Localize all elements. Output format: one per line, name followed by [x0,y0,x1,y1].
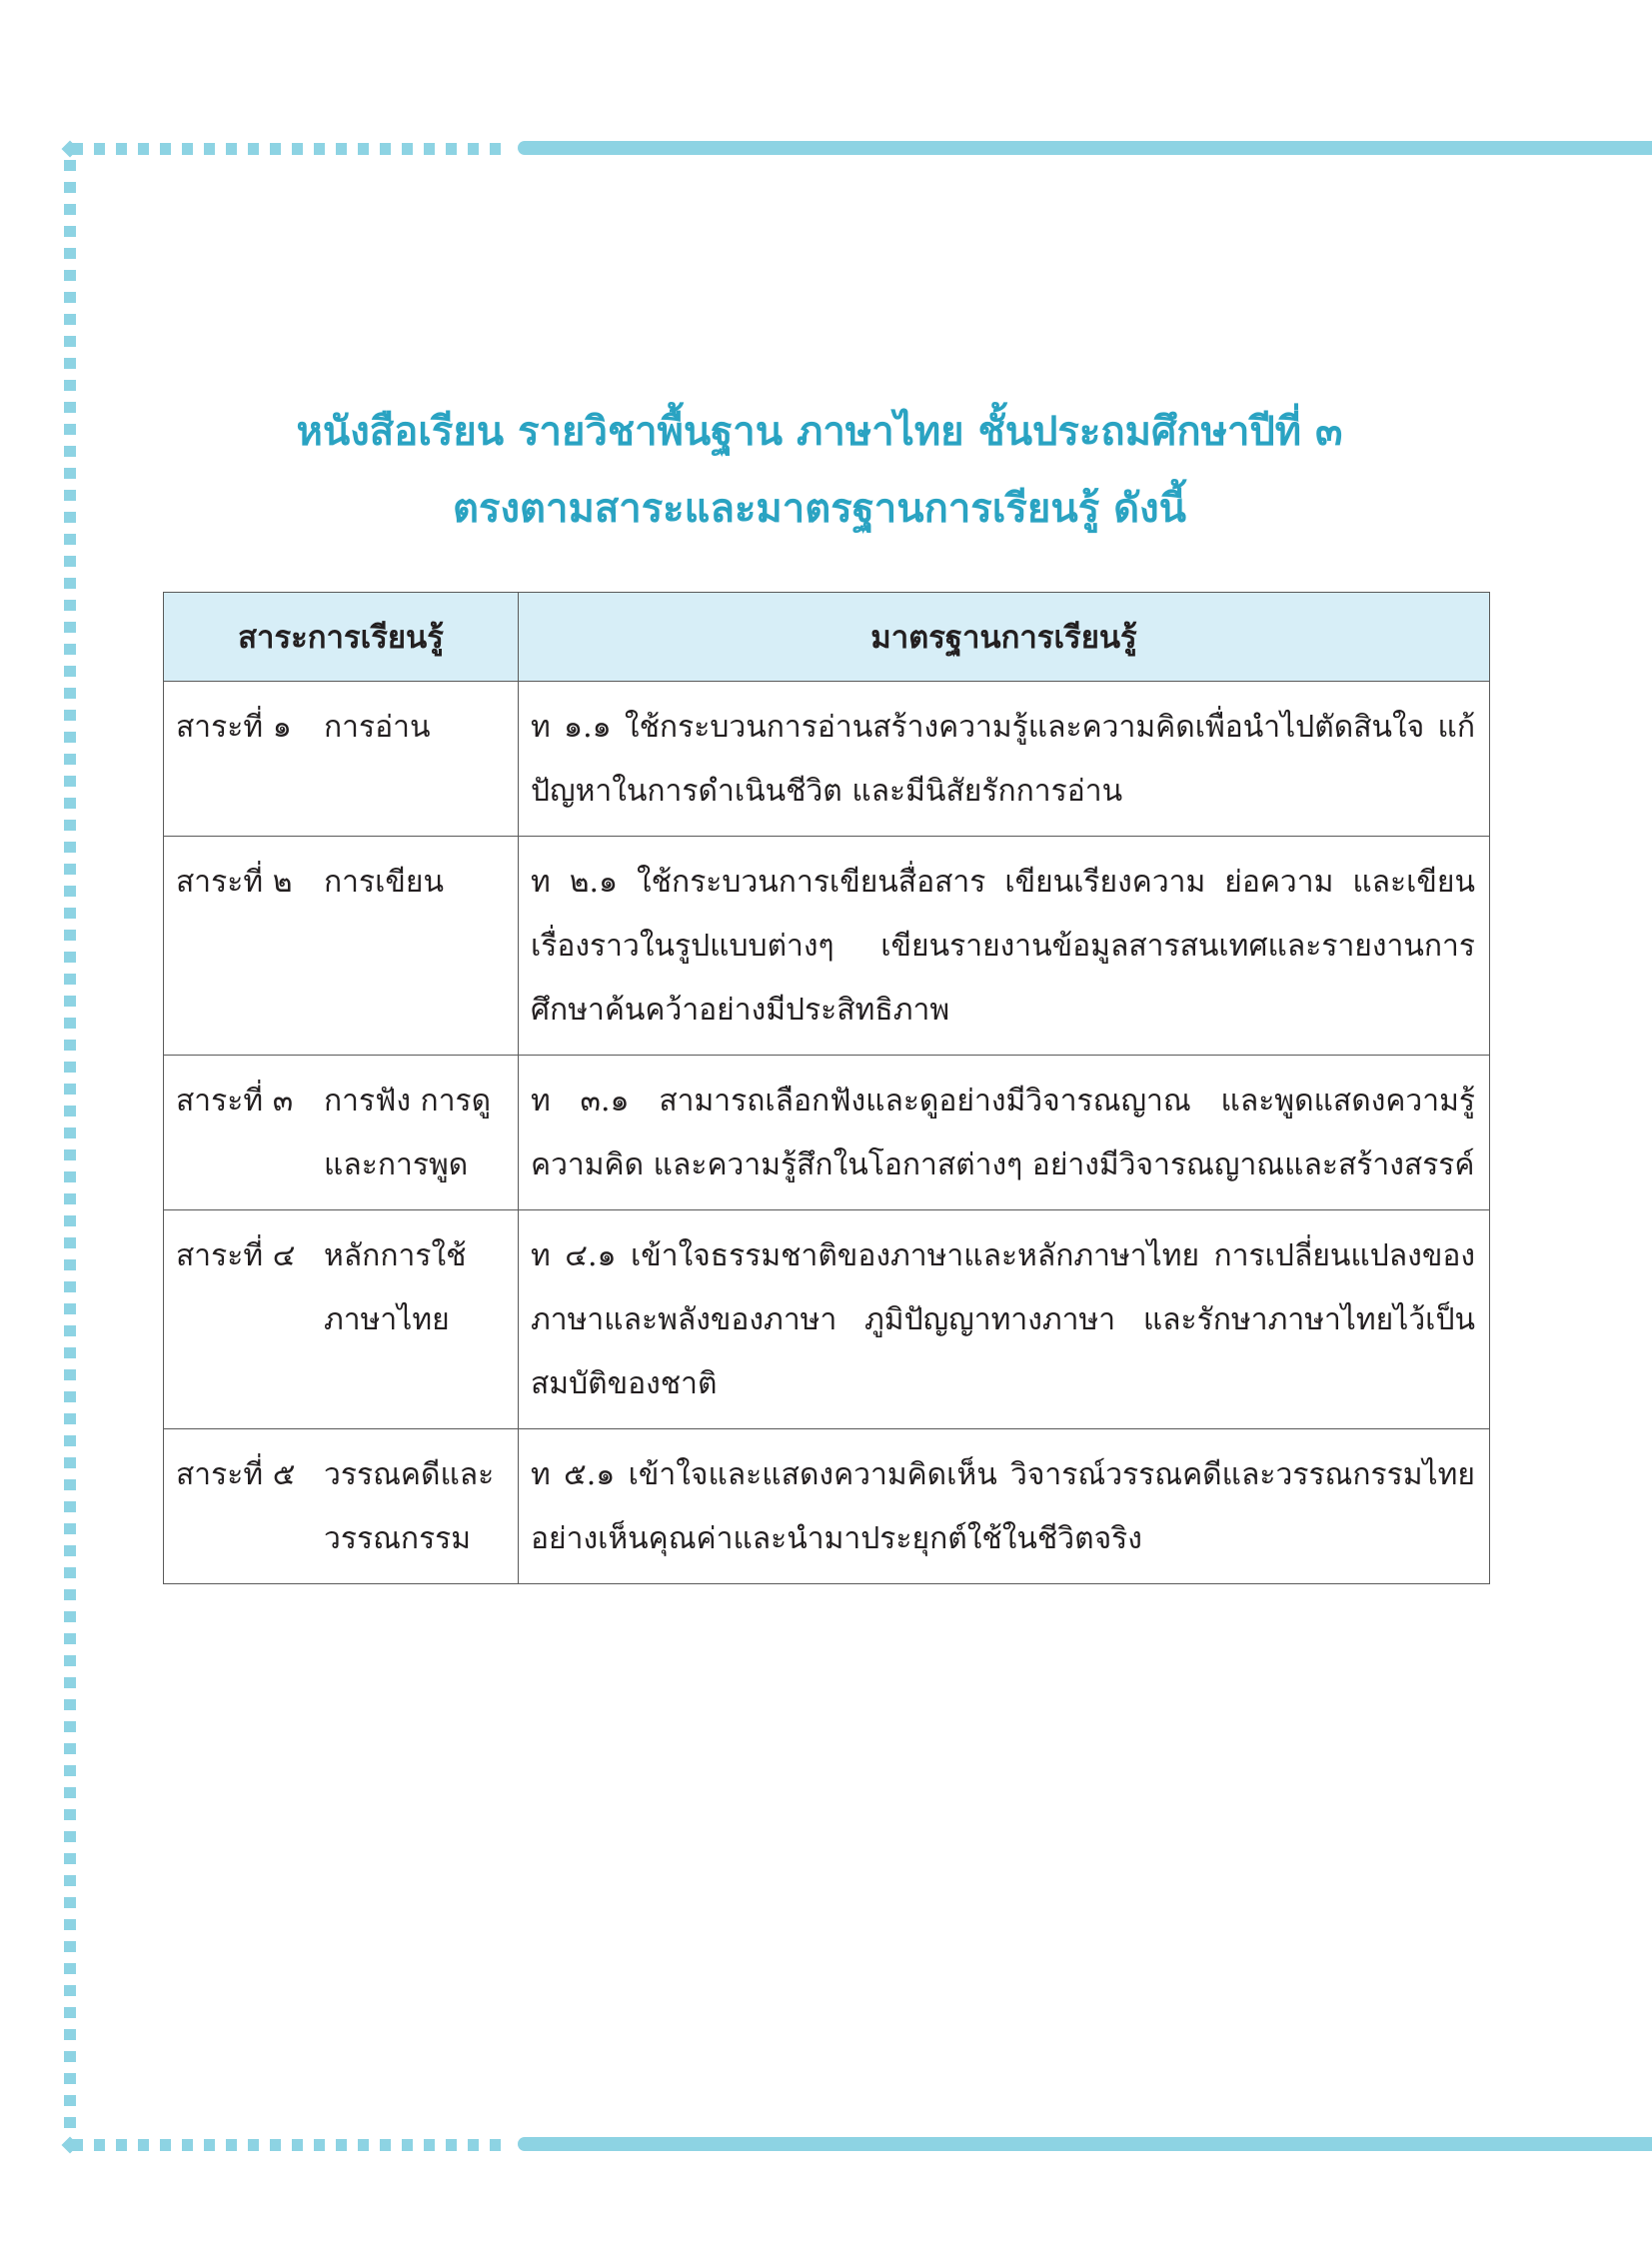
sara-name: การฟัง การดู และการพูด [324,1084,492,1182]
frame-top-dotted-border [72,143,512,155]
page-title-line1: หนังสือเรียน รายวิชาพื้นฐาน ภาษาไทย ชั้นประถมศึกษาปีที่ ๓ [296,408,1343,455]
sara-name: การอ่าน [324,710,431,745]
sara-cell [164,1429,519,1584]
standard-cell: ท ๔.๑ เข้าใจธรรมชาติของภาษาและหลักภาษาไทย การเปลี่ยนแปลงของภาษาและพลังของภาษา ภูมิปัญญาทางภาษา และรักษาภาษาไทยไว้เป็นสมบัติของชาติ [519,1210,1490,1429]
page-title-line2: ตรงตามสาระและมาตรฐานการเรียนรู้ ดังนี้ [453,485,1186,532]
standard-cell: ท ๑.๑ ใช้กระบวนการอ่านสร้างความรู้และความคิดเพื่อนำไปตัดสินใจ แก้ปัญหาในการดำเนินชีวิต และมีนิสัยรักการอ่าน [519,682,1490,837]
standard-cell: ท ๕.๑ เข้าใจและแสดงความคิดเห็น วิจารณ์วรรณคดีและวรรณกรรมไทยอย่างเห็นคุณค่าและนำมาประยุกต์ใช้ในชีวิตจริง [519,1429,1490,1584]
table-row [164,682,1490,837]
frame-top-solid-border [518,141,1652,155]
sara-number: สาระที่ ๔ [176,1238,296,1273]
table-header-row [164,593,1490,682]
table-row [164,1056,1490,1210]
sara-number: สาระที่ ๕ [176,1457,296,1492]
frame-bottom-solid-border [518,2137,1652,2151]
sara-name: การเขียน [324,865,444,900]
standards-table [163,592,1490,1584]
sara-cell [164,682,519,837]
sara-number: สาระที่ ๓ [176,1084,294,1119]
header-standard: มาตรฐานการเรียนรู้ [519,593,1490,682]
sara-name: วรรณคดีและวรรณกรรม [324,1457,495,1556]
header-sara: สาระการเรียนรู้ [164,593,519,682]
sara-number: สาระที่ ๑ [176,710,292,745]
sara-cell [164,837,519,1056]
frame-left-dotted-border [64,160,76,2131]
sara-cell [164,1056,519,1210]
table-row [164,837,1490,1056]
frame-bottom-dotted-border [72,2139,512,2151]
sara-cell [164,1210,519,1429]
standard-cell: ท ๒.๑ ใช้กระบวนการเขียนสื่อสาร เขียนเรียงความ ย่อความ และเขียนเรื่องราวในรูปแบบต่างๆ เขียนรายงานข้อมูลสารสนเทศและรายงานการศึกษาค้นคว้าอย่างมีประสิทธิภาพ [519,837,1490,1056]
table-row [164,1429,1490,1584]
table-row [164,1210,1490,1429]
sara-number: สาระที่ ๒ [176,865,293,900]
sara-name: หลักการใช้ภาษาไทย [324,1238,467,1337]
standard-cell: ท ๓.๑ สามารถเลือกฟังและดูอย่างมีวิจารณญาณ และพูดแสดงความรู้ ความคิด และความรู้สึกในโอกาสต่างๆ อย่างมีวิจารณญาณและสร้างสรรค์ [519,1056,1490,1210]
